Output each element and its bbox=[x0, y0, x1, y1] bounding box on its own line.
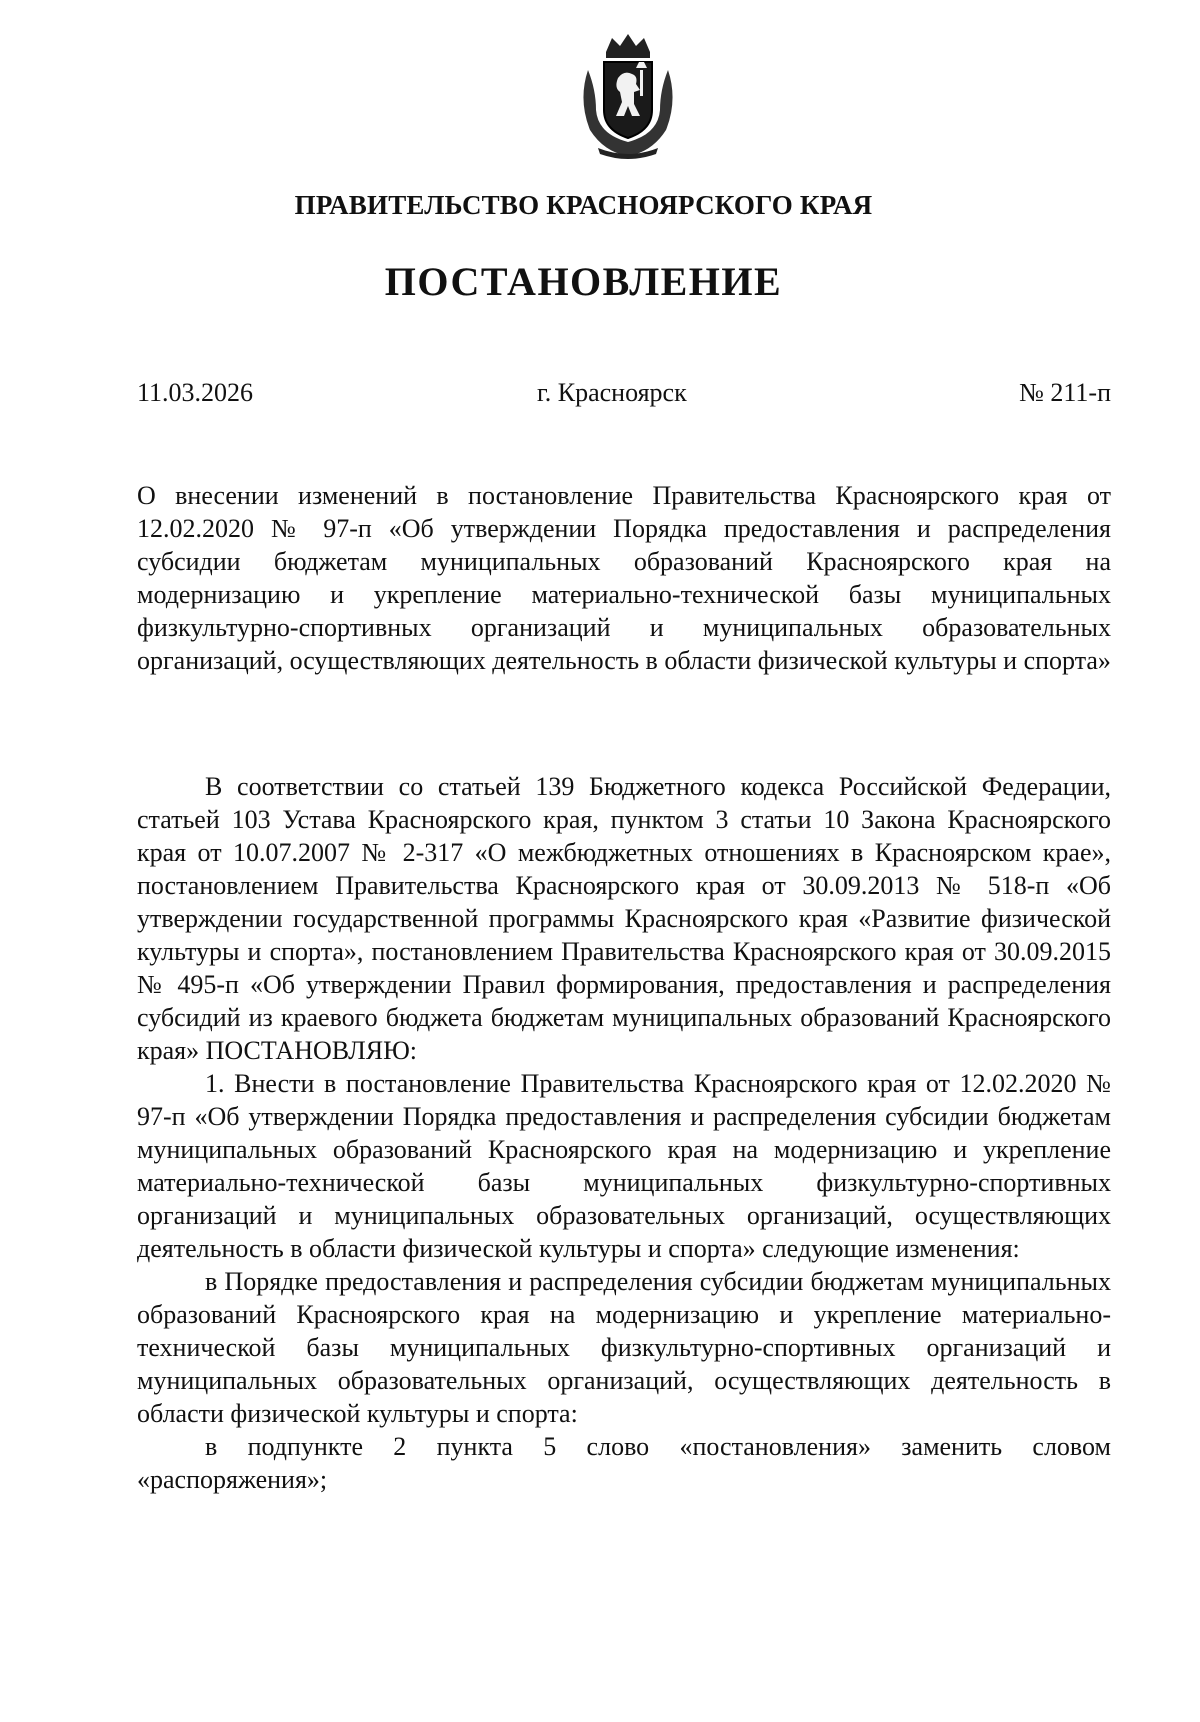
document-meta bbox=[137, 378, 1111, 412]
item-1-change-paragraph: в подпункте 2 пункта 5 слово «постановления» заменить словом «распоряжения»; bbox=[137, 1432, 1111, 1494]
document-city: г. Красноярск bbox=[537, 378, 687, 407]
coat-of-arms-icon bbox=[568, 30, 688, 160]
subject-text: О внесении изменений в постановление Правительства Красноярского края от 12.02.2020 № 97-п «Об утверждении Порядка предоставления и распределения субсидии бюджетам муниципальных образований Красноярского края на модернизацию и укрепление материально-технической базы муниципальных физкультурно-спортивных организаций и муниципальных образовательных организаций, осуществляющих деятельность в области физической культуры и спорта» bbox=[137, 481, 1111, 675]
item-1-paragraph: 1. Внести в постановление Правительства Красноярского края от 12.02.2020 № 97-п «Об утверждении Порядка предоставления и распределения субсидии бюджетам муниципальных образований Красноярского края на модернизацию и укрепление материально-технической базы муниципальных физкультурно-спортивных организаций и муниципальных образовательных организаций, осуществляющих деятельность в области физической культуры и спорта» следующие изменения: bbox=[137, 1069, 1111, 1263]
document-type: ПОСТАНОВЛЕНИЕ bbox=[384, 259, 783, 304]
document-body bbox=[137, 770, 1111, 1496]
document-number: № 211-п bbox=[1019, 378, 1111, 407]
document-subject bbox=[137, 479, 1111, 677]
document-date: 11.03.2026 bbox=[137, 378, 254, 407]
government-title: ПРАВИТЕЛЬСТВО КРАСНОЯРСКОГО КРАЯ bbox=[294, 190, 873, 220]
preamble-paragraph: В соответствии со статьей 139 Бюджетного кодекса Российской Федерации, статьей 103 Устава Красноярского края, пунктом 3 статьи 10 Закона Красноярского края от 10.07.2007 № 2-317 «О межбюджетных отношениях в Красноярском крае», постановлением Правительства Красноярского края от 30.09.2013 № 518-п «Об утверждении государственной программы Красноярского края «Развитие физической культуры и спорта», постановлением Правительства Красноярского края от 30.09.2015 № 495-п «Об утверждении Правил формирования, предоставления и распределения субсидий из краевого бюджета бюджетам муниципальных образований Красноярского края» ПОСТАНОВЛЯЮ: bbox=[137, 772, 1111, 1065]
item-1-scope-paragraph: в Порядке предоставления и распределения субсидии бюджетам муниципальных образований Красноярского края на модернизацию и укрепление материально-технической базы муниципальных физкультурно-спортивных организаций и муниципальных образовательных организаций, осуществляющих деятельность в области физической культуры и спорта: bbox=[137, 1267, 1111, 1428]
